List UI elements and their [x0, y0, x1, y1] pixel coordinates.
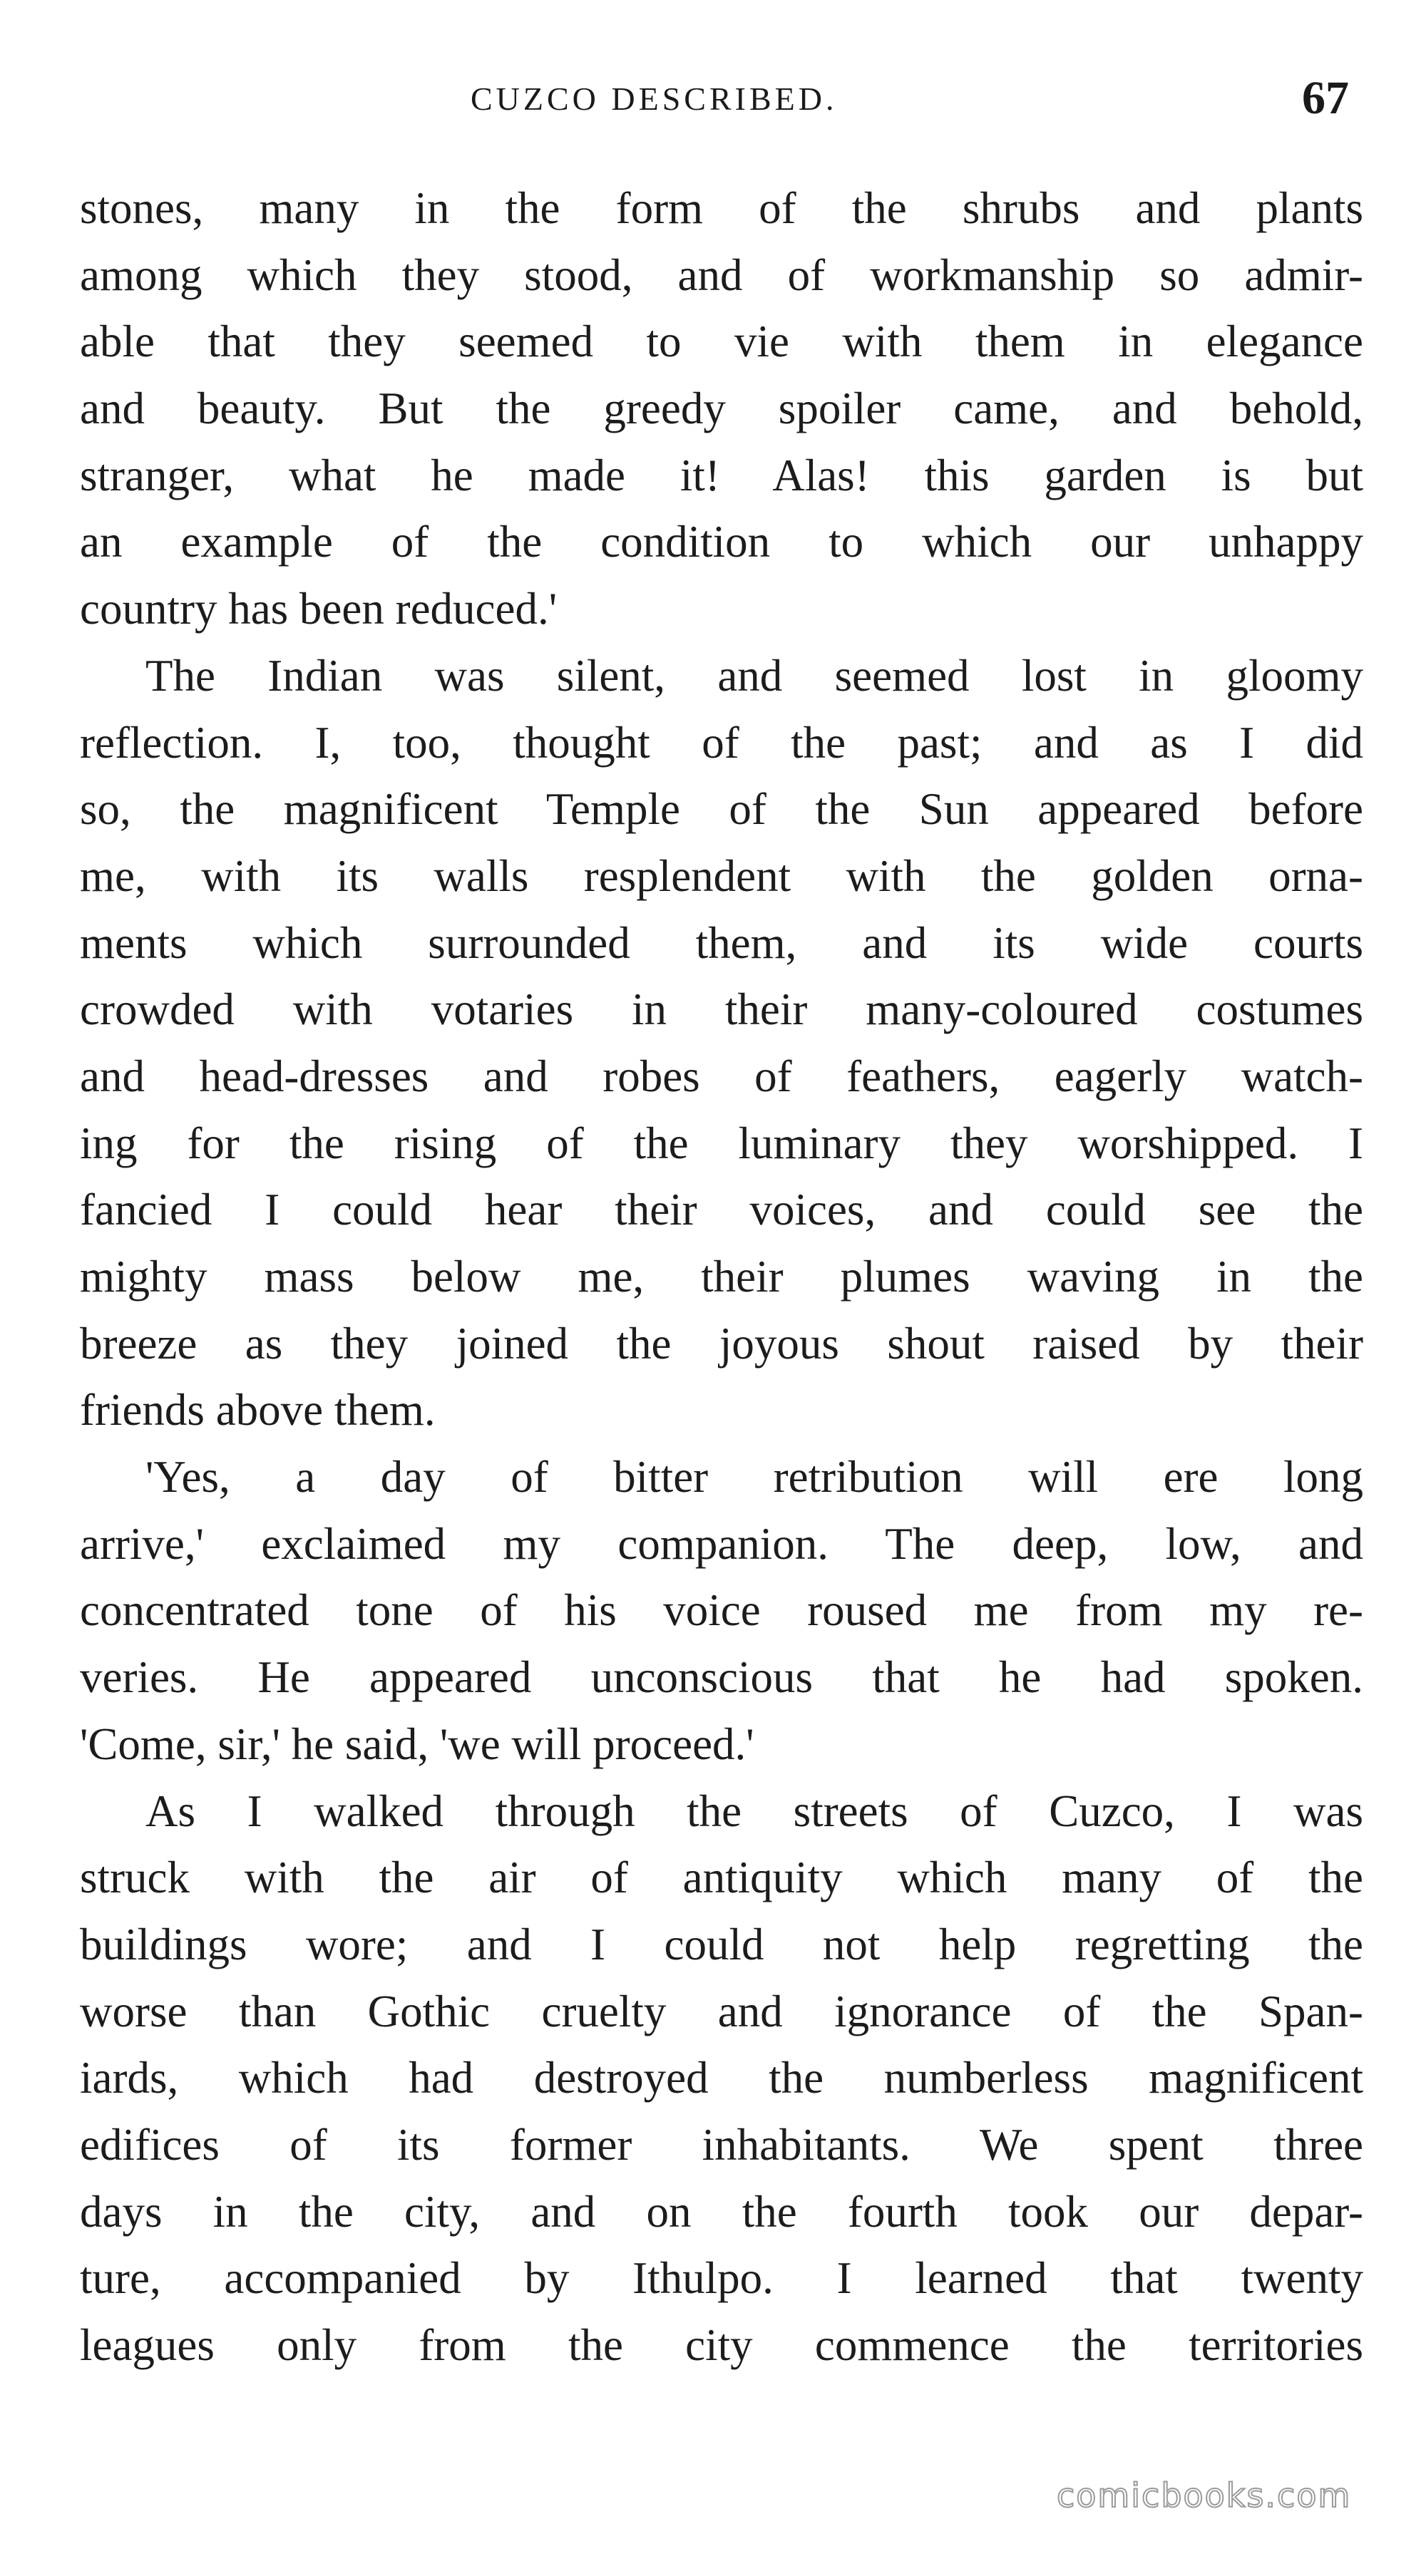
text-line: mighty mass below me, their plumes waving in the: [80, 1252, 1363, 1302]
text-line: arrive,' exclaimed my companion. The deep, low, and: [80, 1518, 1363, 1569]
text-line: and beauty. But the greedy spoiler came, and behold,: [80, 383, 1363, 434]
text-line: 'Come, sir,' he said, 'we will proceed.': [80, 1719, 754, 1769]
text-line: veries. He appeared unconscious that he had spoken.: [80, 1652, 1363, 1703]
text-line: days in the city, and on the fourth took our depar-: [80, 2186, 1363, 2237]
text-line: among which they stood, and of workmanship so admir-: [80, 249, 1363, 300]
text-line: ture, accompanied by Ithulpo. I learned that twenty: [80, 2253, 1363, 2304]
running-head: [0, 71, 1426, 135]
text-line: and head-dresses and robes of feathers, eagerly watch-: [80, 1051, 1363, 1101]
body-text: [80, 175, 1363, 2379]
watermark-text: comicbooks.com: [1057, 2476, 1352, 2515]
text-line: reflection. I, too, thought of the past; and as I did: [80, 717, 1363, 768]
text-line: buildings wore; and I could not help regretting the: [80, 1919, 1363, 1969]
text-line: me, with its walls resplendent with the golden orna-: [80, 850, 1363, 901]
text-line: able that they seemed to vie with them in elegance: [80, 316, 1363, 367]
text-line: an example of the condition to which our unhappy: [80, 517, 1363, 567]
text-line: concentrated tone of his voice roused me from my re-: [80, 1585, 1363, 1636]
text-line: stones, many in the form of the shrubs and plants: [80, 183, 1363, 233]
text-line: friends above them.: [80, 1385, 436, 1436]
text-line: 'Yes, a day of bitter retribution will ere long: [145, 1452, 1363, 1503]
text-line: edifices of its former inhabitants. We spent three: [80, 2119, 1363, 2170]
text-line: iards, which had destroyed the numberless magnificent: [80, 2053, 1363, 2103]
text-line: fancied I could hear their voices, and could see the: [80, 1185, 1363, 1235]
text-line: The Indian was silent, and seemed lost in gloomy: [145, 650, 1363, 701]
text-line: so, the magnificent Temple of the Sun appeared before: [80, 784, 1363, 835]
text-line: ments which surrounded them, and its wide courts: [80, 917, 1363, 968]
text-line: stranger, what he made it! Alas! this garden is but: [80, 450, 1363, 500]
text-line: breeze as they joined the joyous shout raised by their: [80, 1318, 1363, 1369]
running-title: CUZCO DESCRIBED.: [471, 81, 838, 117]
page-number: 67: [1302, 72, 1349, 124]
text-line: As I walked through the streets of Cuzco, I was: [145, 1786, 1363, 1836]
text-line: country has been reduced.': [80, 584, 558, 634]
text-line: struck with the air of antiquity which many of the: [80, 1853, 1363, 1903]
text-line: leagues only from the city commence the territories: [80, 2320, 1363, 2370]
text-line: crowded with votaries in their many-coloured costumes: [80, 984, 1363, 1035]
text-line: ing for the rising of the luminary they worshipped. I: [80, 1118, 1363, 1168]
text-line: worse than Gothic cruelty and ignorance of the Span-: [80, 1986, 1363, 2036]
